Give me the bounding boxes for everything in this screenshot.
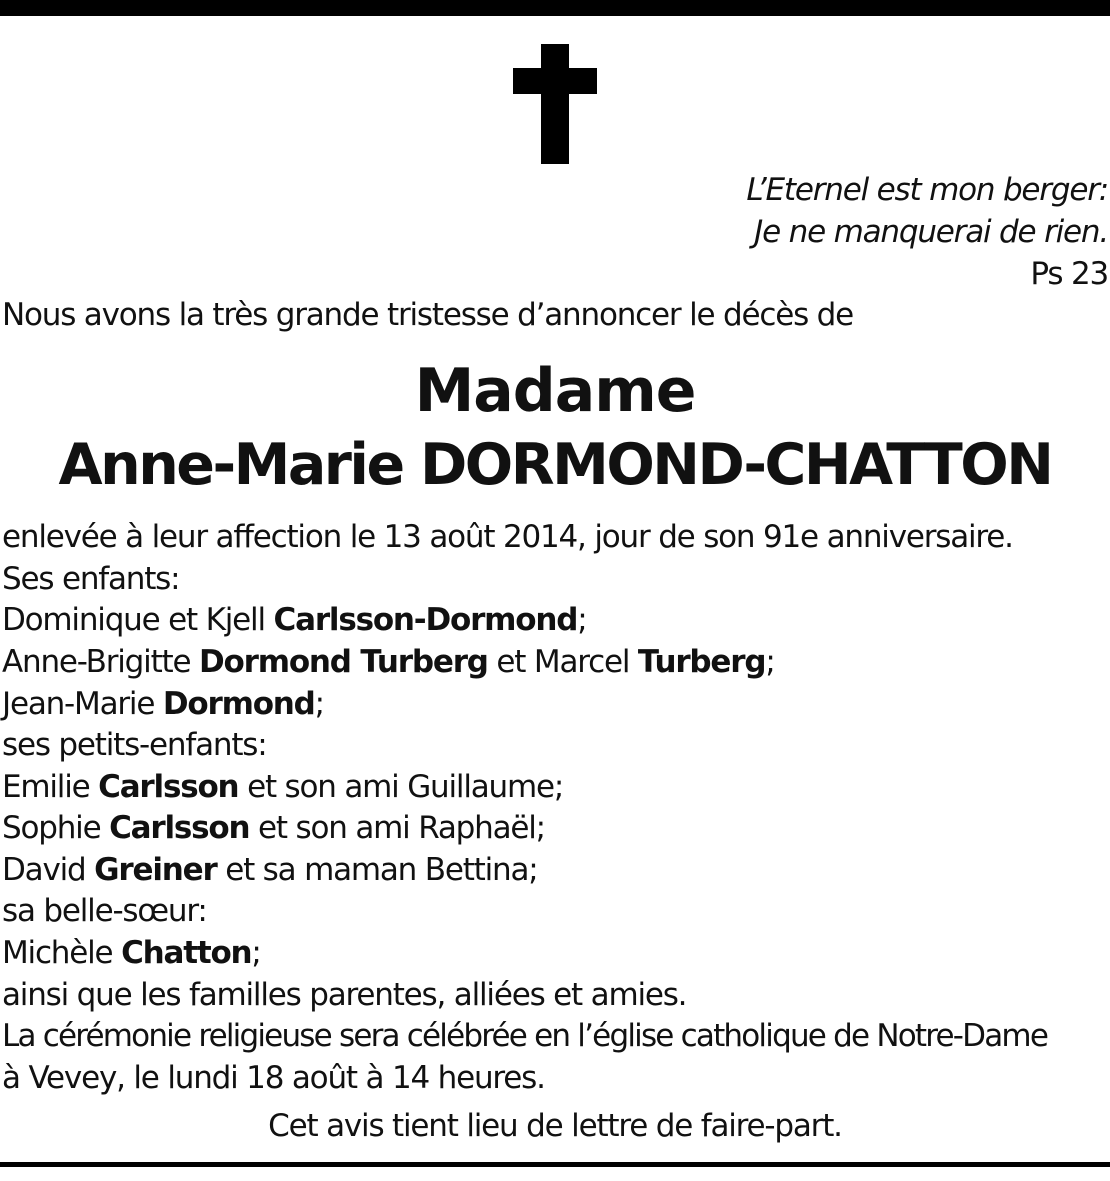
children-heading: Ses enfants: [2, 561, 180, 597]
deceased-honorific: Madame [414, 356, 696, 426]
family-line: David Greiner et sa maman Bettina; [2, 852, 538, 888]
verse-reference: Ps 23 [1030, 256, 1108, 292]
grandchildren-heading: ses petits-enfants: [2, 727, 267, 763]
verse-line-2: Je ne manquerai de rien. [754, 214, 1108, 250]
family-line: Michèle Chatton; [2, 935, 261, 971]
family-line: Dominique et Kjell Carlsson-Dormond; [2, 602, 587, 638]
announcement-text: Nous avons la très grande tristesse d’annoncer le décès de [2, 297, 854, 333]
death-notice: enlevée à leur affection le 13 août 2014, jour de son 91e anniversaire. [2, 519, 1013, 555]
family-line: Jean-Marie Dormond; [2, 686, 324, 722]
ceremony-line-2: à Vevey, le lundi 18 août à 14 heures. [2, 1060, 545, 1096]
family-line: Sophie Carlsson et son ami Raphaël; [2, 810, 545, 846]
deceased-name: Anne-Marie DORMOND-CHATTON [58, 432, 1052, 498]
bottom-border-rule [0, 1162, 1110, 1167]
closing-text: Cet avis tient lieu de lettre de faire-part. [268, 1108, 842, 1144]
sister-in-law-heading: sa belle-sœur: [2, 893, 207, 929]
verse-line-1: L’Eternel est mon berger: [746, 172, 1108, 208]
families-text: ainsi que les familles parentes, alliées et amies. [2, 977, 687, 1013]
family-line: Anne-Brigitte Dormond Turberg et Marcel Turberg; [2, 644, 775, 680]
ceremony-line-1: La cérémonie religieuse sera célébrée en l’église catholique de Notre-Dame [2, 1018, 1048, 1054]
latin-cross-icon [0, 44, 1110, 164]
top-border-rule [0, 0, 1110, 16]
family-line: Emilie Carlsson et son ami Guillaume; [2, 769, 564, 805]
